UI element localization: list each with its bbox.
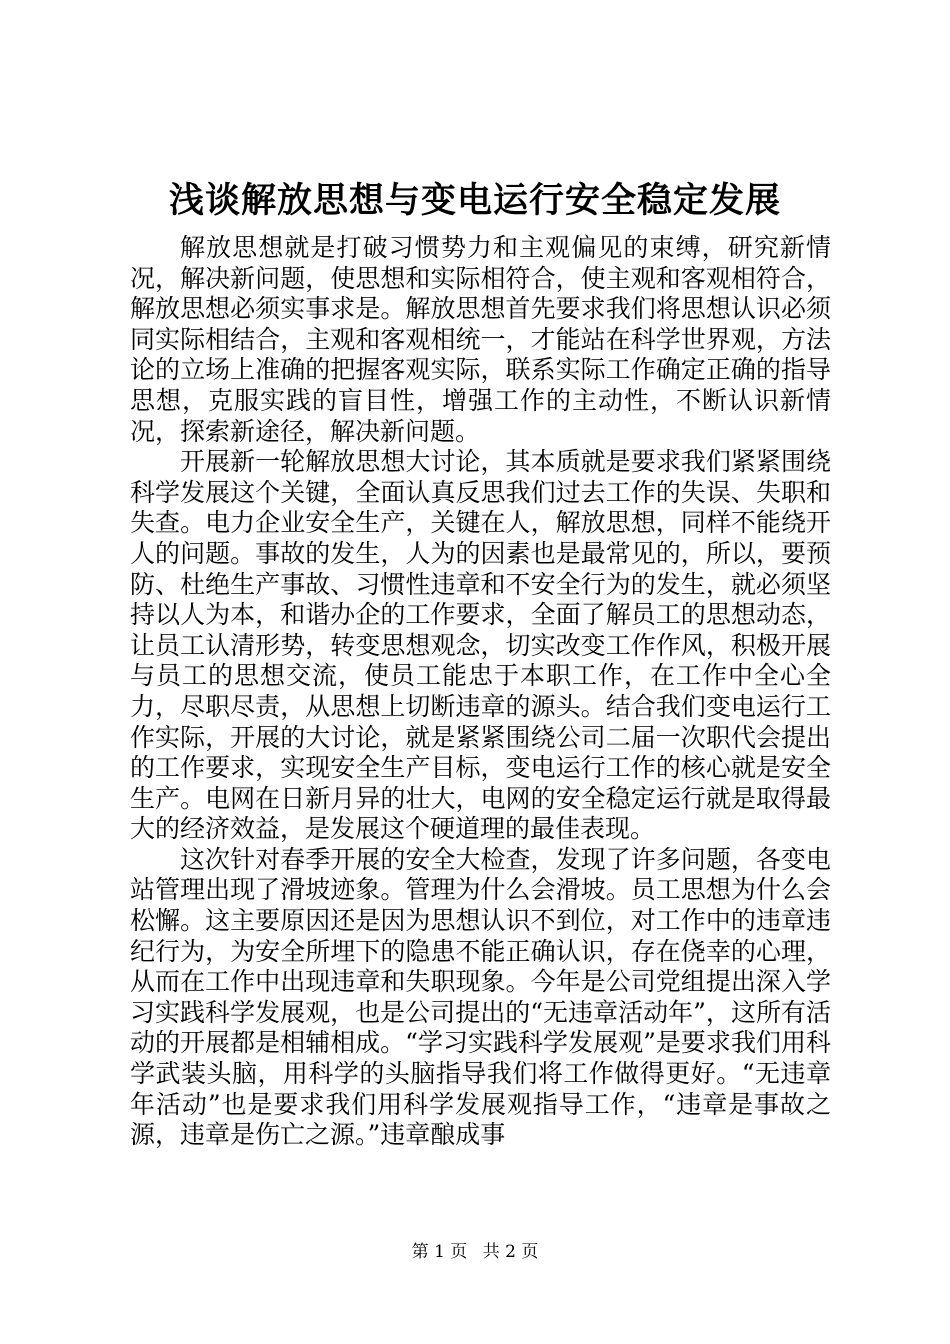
page-number: 第 1 页 [411, 1242, 468, 1262]
document-title: 浅谈解放思想与变电运行安全稳定发展 [168, 180, 781, 221]
paragraph-1: 解放思想就是打破习惯势力和主观偏见的束缚，研究新情况，解决新问题，使思想和实际相符合，使主观和客观相符合，解放思想必须实事求是。解放思想首先要求我们将思想认识必须同实际相结合，主观和客观相统一，才能站在科学世界观，方法论的立场上准确的把握客观实际，联系实际工作确定正确的指导思想，克服实践的盲目性，增强工作的主动性，不断认识新情况，探索新途径，解决新问题。 [130, 233, 831, 446]
page-footer [0, 1240, 950, 1264]
document-body [130, 233, 831, 1151]
page-total: 共 2 页 [482, 1242, 539, 1262]
paragraph-3: 这次针对春季开展的安全大检查，发现了许多问题，各变电站管理出现了滑坡迹象。管理为什么会滑坡。员工思想为什么会松懈。这主要原因还是因为思想认识不到位，对工作中的违章违纪行为，为安全所埋下的隐患不能正确认识，存在侥幸的心理，从而在工作中出现违章和失职现象。今年是公司党组提出深入学习实践科学发展观，也是公司提出的“无违章活动年”，这所有活动的开展都是相辅相成。“学习实践科学发展观”是要求我们用科学武装头脑，用科学的头脑指导我们将工作做得更好。“无违章年活动”也是要求我们用科学发展观指导工作，“违章是事故之源，违章是伤亡之源。”违章酿成事 [130, 844, 831, 1150]
paragraph-2: 开展新一轮解放思想大讨论，其本质就是要求我们紧紧围绕科学发展这个关键，全面认真反思我们过去工作的失误、失职和失查。电力企业安全生产，关键在人，解放思想，同样不能绕开人的问题。事故的发生，人为的因素也是最常见的，所以，要预防、杜绝生产事故、习惯性违章和不安全行为的发生，就必须坚持以人为本，和谐办企的工作要求，全面了解员工的思想动态，让员工认清形势，转变思想观念，切实改变工作作风，积极开展与员工的思想交流，使员工能忠于本职工作，在工作中全心全力，尽职尽责，从思想上切断违章的源头。结合我们变电运行工作实际，开展的大讨论，就是紧紧围绕公司二届一次职代会提出的工作要求，实现安全生产目标，变电运行工作的核心就是安全生产。电网在日新月异的壮大，电网的安全稳定运行就是取得最大的经济效益，是发展这个硬道理的最佳表现。 [130, 447, 831, 844]
